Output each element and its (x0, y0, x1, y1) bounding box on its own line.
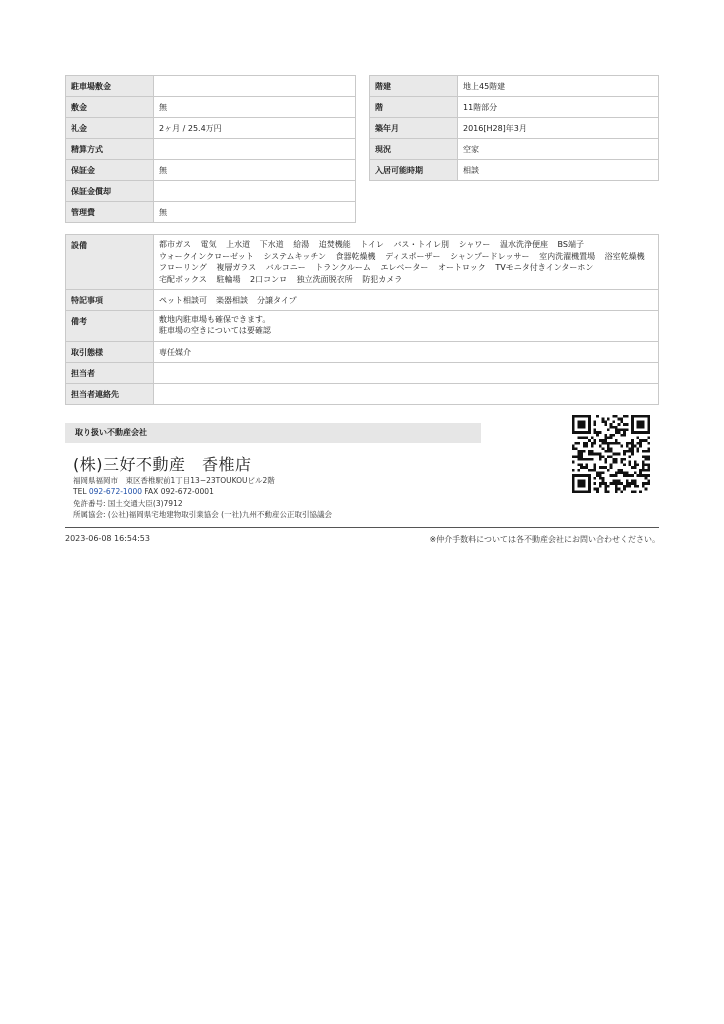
facility-item: 下水道 (259, 240, 284, 249)
special-list (154, 290, 659, 311)
building-info-value: 相談 (458, 160, 659, 181)
rent-term-row (66, 181, 356, 202)
special-label: 特記事項 (66, 290, 154, 311)
facility-item: BS端子 (557, 240, 584, 249)
rent-term-row (66, 118, 356, 139)
facility-item: バルコニー (265, 263, 306, 272)
building-info-label: 築年月 (370, 118, 458, 139)
facilities-label: 設備 (66, 235, 154, 290)
facility-item: TVモニタ付きインターホン (495, 263, 594, 272)
footer-divider (65, 527, 659, 528)
facility-item: 複層ガラス (216, 263, 257, 272)
agency-association: 所属協会: (公社)福岡県宅地建物取引業協会 (一社)九州不動産公正取引協議会 (73, 510, 332, 519)
rent-term-label: 精算方式 (66, 139, 154, 160)
remarks-line: 敷地内駐車場も確保できます。 (159, 315, 271, 324)
building-info-label: 現況 (370, 139, 458, 160)
facility-item: トイレ (360, 240, 384, 249)
building-info-value: 11階部分 (458, 97, 659, 118)
facility-item: トランクルーム (315, 263, 371, 272)
rent-term-value (154, 139, 356, 160)
building-info-row (370, 97, 659, 118)
details-table (65, 234, 659, 405)
rent-terms-table (65, 75, 356, 223)
special-item: ペット相談可 (159, 295, 207, 305)
rent-term-value (154, 181, 356, 202)
staff-row (66, 363, 659, 384)
facilities-row (66, 235, 659, 290)
fax-label: FAX (144, 487, 159, 496)
remarks-row (66, 311, 659, 342)
facility-item: 独立洗面脱衣所 (296, 274, 353, 284)
building-info-label: 入居可能時期 (370, 160, 458, 181)
facility-item: ウォークインクローゼット (159, 251, 254, 261)
rent-term-value: 2ヶ月 / 25.4万円 (154, 118, 356, 139)
building-info-row (370, 118, 659, 139)
facility-item: 給湯 (293, 240, 310, 249)
rent-term-value: 無 (154, 202, 356, 223)
facility-item: シャワー (458, 240, 491, 249)
facility-item: 駐輪場 (216, 274, 241, 284)
building-info-value: 地上45階建 (458, 76, 659, 97)
facility-item: 浴室乾燥機 (604, 251, 645, 261)
print-timestamp: 2023-06-08 16:54:53 (65, 534, 150, 543)
building-info-value: 2016[H28]年3月 (458, 118, 659, 139)
rent-term-label: 駐車場敷金 (66, 76, 154, 97)
rent-term-row (66, 139, 356, 160)
rent-term-label: 保証金 (66, 160, 154, 181)
building-info-label: 階建 (370, 76, 458, 97)
building-info-row (370, 160, 659, 181)
fax-number: 092-672-0001 (160, 487, 214, 496)
tel-label: TEL (73, 487, 87, 496)
facility-item: フローリング (159, 263, 207, 272)
facility-item: システムキッチン (263, 251, 326, 261)
tel-link[interactable]: 092-672-1000 (88, 487, 143, 496)
staff-value (154, 363, 659, 384)
special-item: 分譲タイプ (257, 295, 297, 305)
building-info-table (369, 75, 659, 181)
remarks-text (154, 311, 659, 342)
rent-term-value (154, 76, 356, 97)
staff-contact-row (66, 384, 659, 405)
facility-item: 食器乾燥機 (335, 251, 376, 261)
rent-term-row (66, 202, 356, 223)
transaction-row (66, 342, 659, 363)
agency-license: 免許番号: 国土交通大臣(3)7912 (73, 499, 183, 508)
rent-term-row (66, 97, 356, 118)
building-info-row (370, 139, 659, 160)
facilities-list (154, 235, 659, 290)
rent-term-value: 無 (154, 97, 356, 118)
staff-label: 担当者 (66, 363, 154, 384)
rent-term-row (66, 76, 356, 97)
commission-note: ※仲介手数料については各不動産会社にお問い合わせください。 (429, 535, 660, 544)
agency-section-header: 取り扱い不動産会社 (65, 423, 481, 443)
facility-item: 2口コンロ (250, 274, 288, 284)
facility-item: 宅配ボックス (159, 274, 207, 284)
rent-term-label: 礼金 (66, 118, 154, 139)
rent-term-row (66, 160, 356, 181)
facility-item: オートロック (437, 263, 486, 272)
facility-item: シャンプードレッサー (450, 251, 530, 261)
rent-term-label: 管理費 (66, 202, 154, 223)
rent-term-label: 敷金 (66, 97, 154, 118)
transaction-label: 取引態様 (66, 342, 154, 363)
rent-term-label: 保証金償却 (66, 181, 154, 202)
agency-address: 福岡県福岡市 東区香椎駅前1丁目13−23TOUKOUビル2階 (73, 476, 275, 485)
facility-item: エレベーター (380, 263, 429, 272)
facility-item: 電気 (200, 240, 217, 249)
special-row (66, 290, 659, 311)
staff-contact-label: 担当者連絡先 (66, 384, 154, 405)
facility-item: 防犯カメラ (362, 274, 403, 284)
facility-item: 都市ガス (159, 240, 191, 249)
facility-item: バス・トイレ別 (393, 240, 450, 249)
facility-item: ディスポーザー (385, 251, 441, 261)
staff-contact-value (154, 384, 659, 405)
facility-item: 温水洗浄便座 (499, 240, 548, 249)
facility-item: 室内洗濯機置場 (539, 251, 596, 261)
building-info-value: 空家 (458, 139, 659, 160)
transaction-value: 専任媒介 (154, 342, 659, 363)
building-info-row (370, 76, 659, 97)
rent-term-value: 無 (154, 160, 356, 181)
agency-name: (株)三好不動産 香椎店 (73, 455, 252, 474)
remarks-line: 駐車場の空きについては要確認 (159, 326, 271, 335)
building-info-label: 階 (370, 97, 458, 118)
facility-item: 追焚機能 (318, 240, 351, 249)
agency-phone-line (73, 487, 214, 496)
special-item: 楽器相談 (216, 295, 248, 305)
facility-item: 上水道 (226, 240, 251, 249)
remarks-label: 備考 (66, 311, 154, 342)
qr-code-icon (572, 415, 650, 493)
